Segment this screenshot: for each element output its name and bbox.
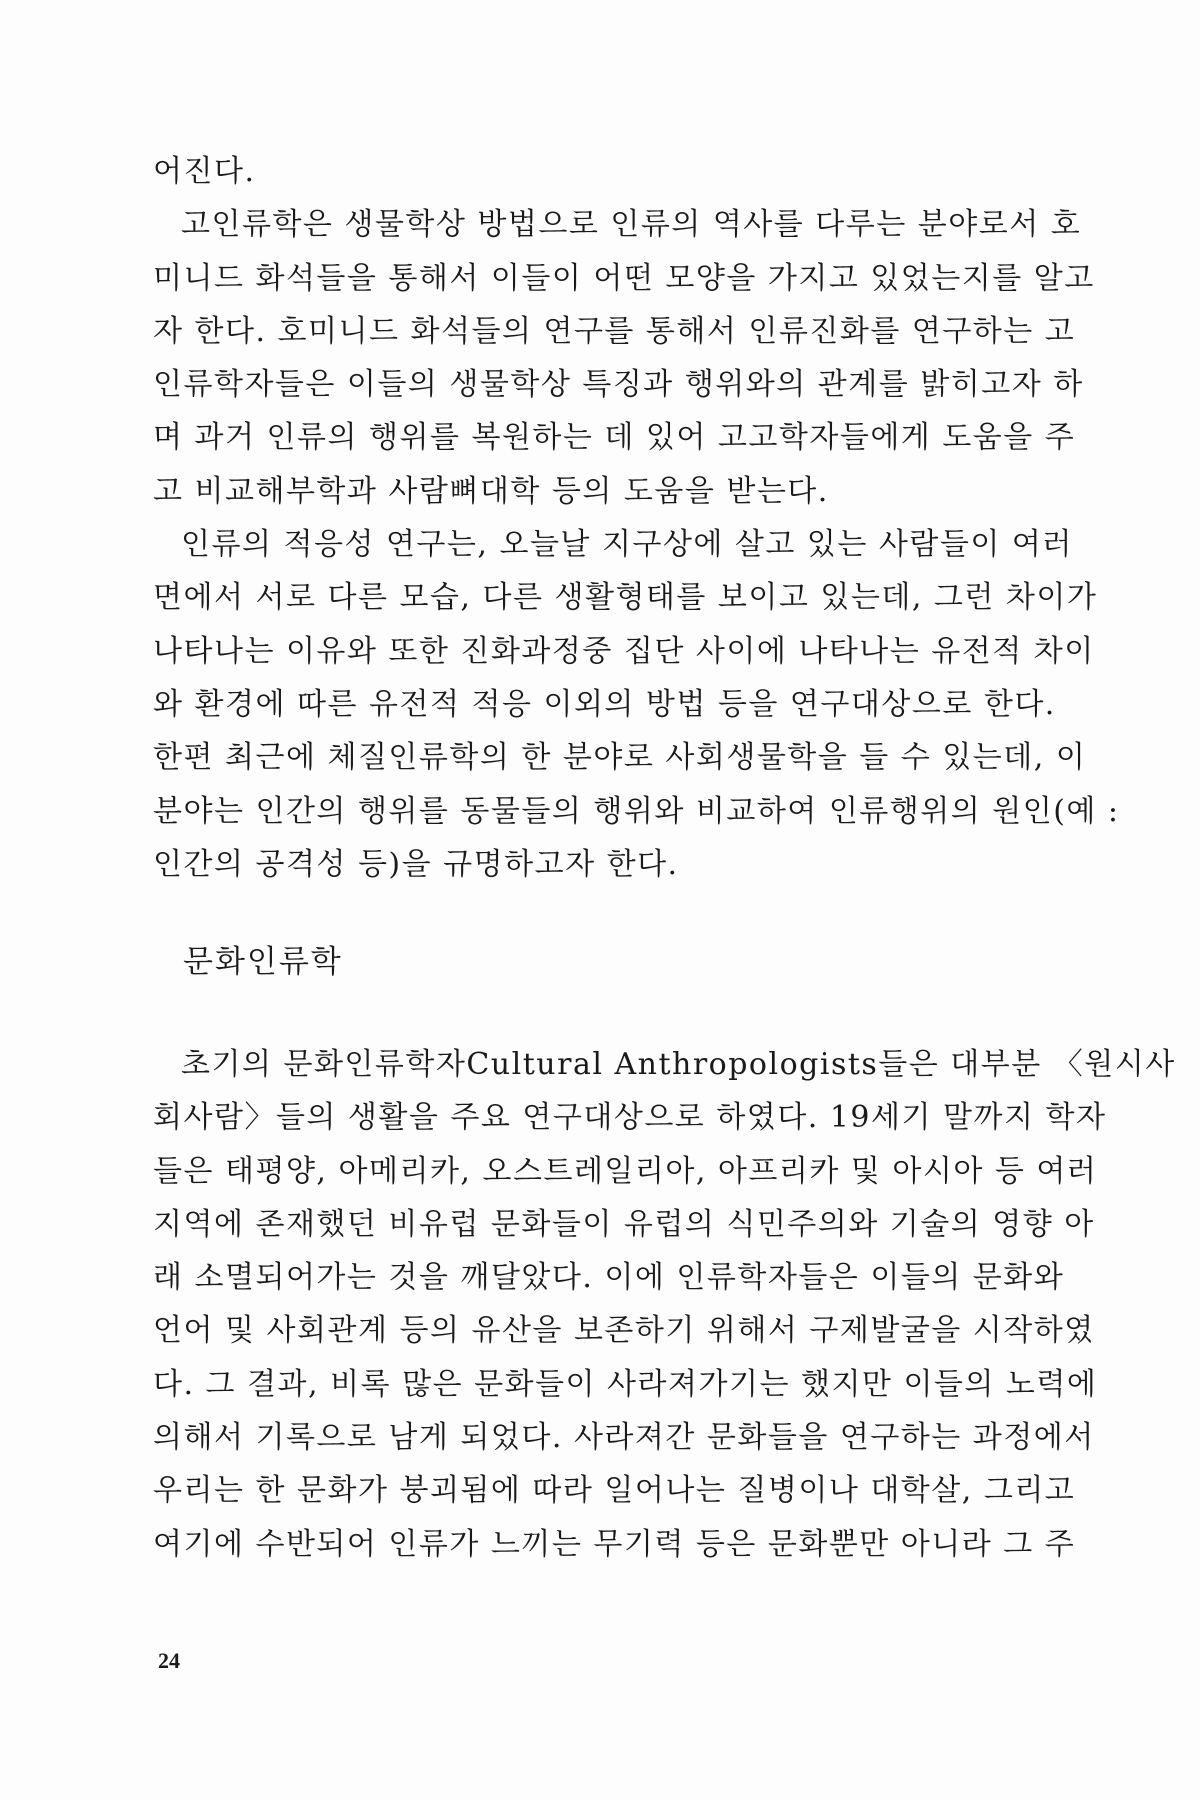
text-line: 분야는 인간의 행위를 동물들의 행위와 비교하여 인류행위의 원인(예 : [153, 793, 1120, 829]
text-line: 지역에 존재했던 비유럽 문화들이 유럽의 식민주의와 기술의 영향 아 [153, 1206, 1095, 1242]
page-number: 24 [158, 1648, 180, 1673]
text-line: 자 한다. 호미니드 화석들의 연구를 통해서 인류진화를 연구하는 고 [153, 313, 1076, 349]
body-text-top [153, 150, 1120, 896]
text-line: 의해서 기록으로 남게 되었다. 사라져간 문화들을 연구하는 과정에서 [153, 1420, 1095, 1456]
text-line: 미니드 화석들을 통해서 이들이 어떤 모양을 가지고 있었는지를 알고 [153, 260, 1095, 296]
text-line: 면에서 서로 다른 모습, 다른 생활형태를 보이고 있는데, 그런 차이가 [153, 580, 1098, 616]
text-line: 래 소멸되어가는 것을 깨달았다. 이에 인류학자들은 이들의 문화와 [153, 1260, 1065, 1296]
text-line: 인류의 적응성 연구는, 오늘날 지구상에 살고 있는 사람들이 여러 [181, 527, 1073, 563]
text-line: 고인류학은 생물학상 방법으로 인류의 역사를 다루는 분야로서 호 [181, 207, 1082, 243]
text-line: 초기의 문화인류학자Cultural Anthropologists들은 대부분 〈원시사 [181, 1047, 1176, 1082]
text-line: 들은 태평양, 아메리카, 오스트레일리아, 아프리카 및 아시아 등 여러 [153, 1153, 1098, 1189]
section-heading: 문화인류학 [183, 944, 343, 980]
text-line: 며 과거 인류의 행위를 복원하는 데 있어 고고학자들에게 도움을 주 [153, 420, 1076, 456]
text-line: 여기에 수반되어 인류가 느끼는 무기력 등은 문화뿐만 아니라 그 주 [153, 1526, 1076, 1562]
text-line: 나타나는 이유와 또한 진화과정중 집단 사이에 나타나는 유전적 차이 [153, 633, 1095, 669]
text-line: 인류학자들은 이들의 생물학상 특징과 행위와의 관계를 밝히고자 하 [153, 367, 1084, 403]
body-text-section [153, 1043, 1176, 1576]
text-line: 어진다. [153, 154, 256, 189]
text-line: 와 환경에 따른 유전적 적응 이외의 방법 등을 연구대상으로 한다. [153, 686, 1056, 722]
text-line: 우리는 한 문화가 붕괴됨에 따라 일어나는 질병이나 대학살, 그리고 [153, 1473, 1076, 1509]
text-line: 다. 그 결과, 비록 많은 문화들이 사라져가기는 했지만 이들의 노력에 [153, 1366, 1098, 1402]
text-line: 인간의 공격성 등)을 규명하고자 한다. [153, 846, 679, 882]
text-line: 고 비교해부학과 사람뼈대학 등의 도움을 받는다. [153, 473, 829, 509]
text-line: 언어 및 사회관계 등의 유산을 보존하기 위해서 구제발굴을 시작하였 [153, 1313, 1095, 1349]
text-line: 한편 최근에 체질인류학의 한 분야로 사회생물학을 들 수 있는데, 이 [153, 740, 1087, 776]
text-line: 회사람〉들의 생활을 주요 연구대상으로 하였다. 19세기 말까지 학자 [153, 1100, 1107, 1136]
